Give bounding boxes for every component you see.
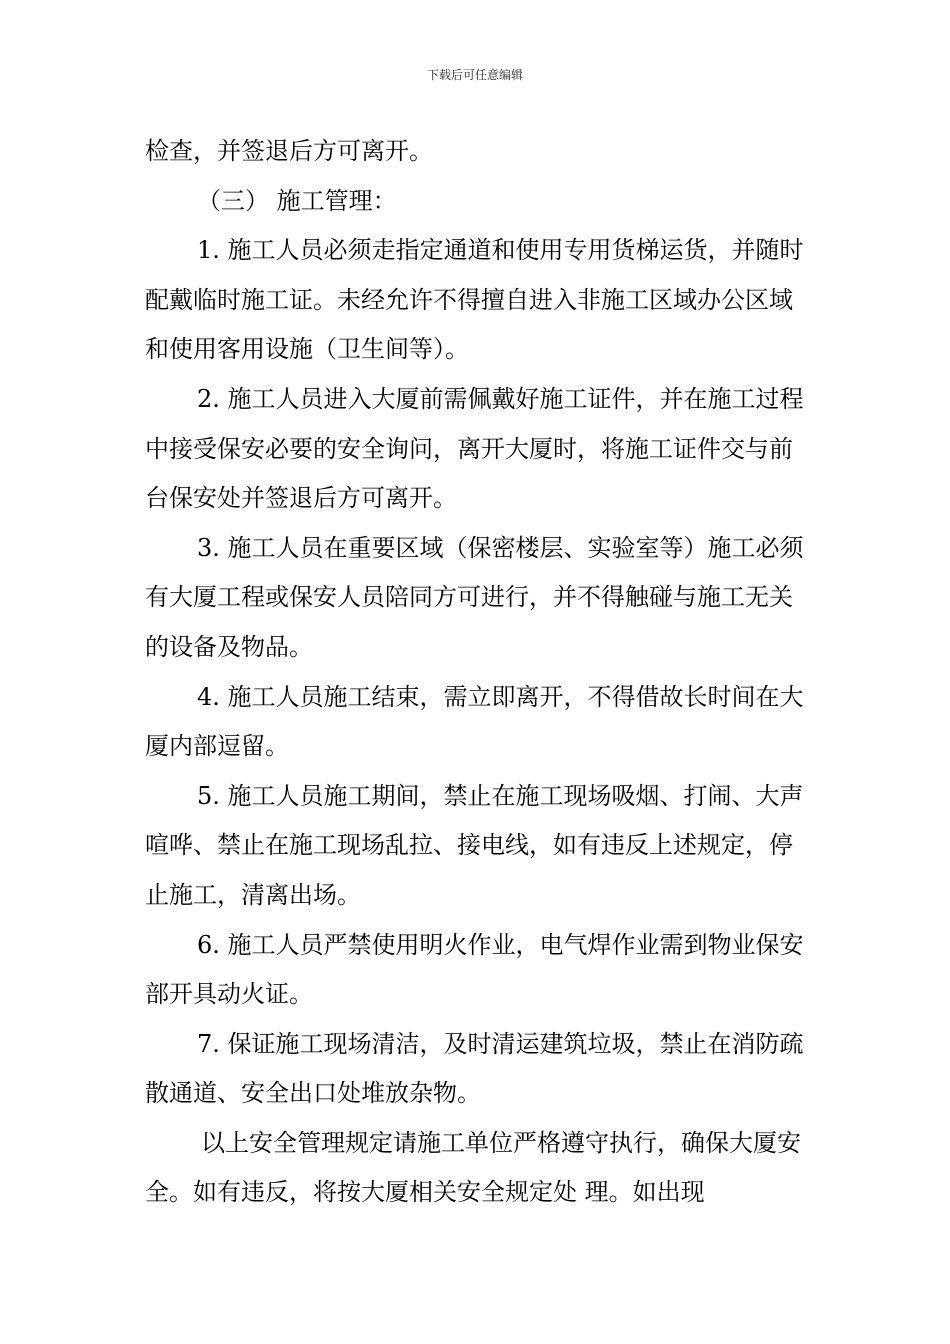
page-header: 下载后可任意编辑 <box>426 68 523 82</box>
rule-item-6: 6. 施工人员严禁使用明火作业，电气焊作业需到物业保安部开具动火证。 <box>145 930 804 1009</box>
rule-item-5: 5. 施工人员施工期间，禁止在施工现场吸烟、打闹、大声喧哗、禁止在施工现场乱拉、接电线，如有违反上述规定，停止施工，清离出场。 <box>145 781 804 909</box>
rule-item-2: 2. 施工人员进入大厦前需佩戴好施工证件，并在施工过程中接受保安必要的安全询问，离开大厦时，将施工证件交与前台保安处并签退后方可离开。 <box>145 384 804 513</box>
rule-item-4: 4. 施工人员施工结束，需立即离开，不得借故长时间在大厦内部逗留。 <box>145 682 804 761</box>
rule-item-7: 7. 保证施工现场清洁，及时清运建筑垃圾，禁止在消防疏散通道、安全出口处堆放杂物。 <box>145 1029 804 1108</box>
rule-item-1: 1. 施工人员必须走指定通道和使用专用货梯运货，并随时配戴临时施工证。未经允许不得擅自进入非施工区域办公区域和使用客用设施（卫生间等）。 <box>145 236 804 364</box>
paragraph-continuation: 检查，并签退后方可离开。 <box>145 137 433 165</box>
closing-paragraph: 以上安全管理规定请施工单位严格遵守执行，确保大厦安全。如有违反，将按大厦相关安全规定处 理。如出现 <box>145 1128 801 1207</box>
rule-item-3: 3. 施工人员在重要区域（保密楼层、实验室等）施工必须有大厦工程或保安人员陪同方可进行，并不得触碰与施工无关的设备及物品。 <box>145 533 804 661</box>
document-body <box>145 127 810 1218</box>
section-heading: （三） 施工管理： <box>197 186 397 215</box>
